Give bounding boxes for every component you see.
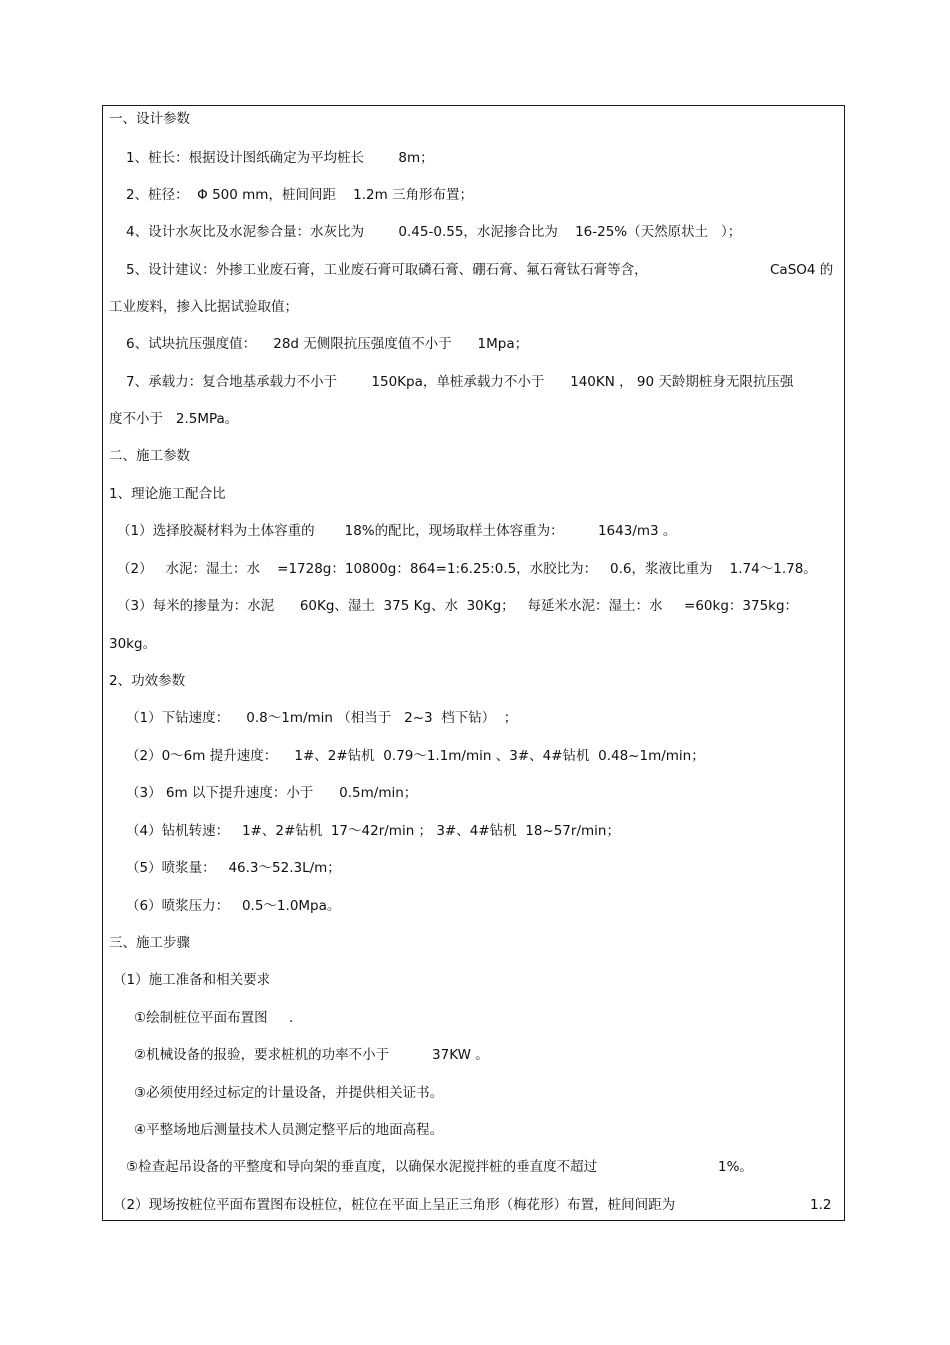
section-heading-design-params: 一、设计参数 xyxy=(109,111,190,127)
mix-item-2: （2） 水泥：湿土：水 =1728g：10800g：864=1:6.25:0.5，水胶比为： 0.6，浆液比重为 1.74～1.78。 xyxy=(117,561,817,577)
step-prep-3: ③必须使用经过标定的计量设备，并提供相关证书。 xyxy=(134,1085,444,1101)
efficiency-item-3: （3） 6m 以下提升速度：小于 0.5m/min； xyxy=(126,785,418,801)
param-water-cement-ratio: 4、设计水灰比及水泥参合量：水灰比为 0.45-0.55，水泥掺合比为 16-25%（天然原状土 ）； xyxy=(126,224,742,240)
param-pile-length: 1、桩长：根据设计图纸确定为平均桩长 8m； xyxy=(126,150,434,166)
section-heading-construction-params: 二、施工参数 xyxy=(109,448,190,464)
efficiency-item-1: （1）下钻速度： 0.8～1m/min （相当于 2~3 档下钻） ； xyxy=(126,710,518,726)
subheading-efficiency: 2、功效参数 xyxy=(109,673,186,689)
param-bearing-capacity-cont: 度不小于 2.5MPa。 xyxy=(109,411,239,427)
step-prep-2: ②机械设备的报验，要求桩机的功率不小于 37KW 。 xyxy=(134,1047,489,1063)
mix-item-3-cont: 30kg。 xyxy=(109,636,157,652)
param-pile-diameter: 2、桩径： Φ 500 mm，桩间间距 1.2m 三角形布置； xyxy=(126,187,474,203)
param-design-suggestion-cont: 工业废料，掺入比据试验取值； xyxy=(109,299,298,315)
efficiency-item-5: （5）喷浆量： 46.3～52.3L/m； xyxy=(126,860,341,876)
efficiency-item-6: （6）喷浆压力： 0.5～1.0Mpa。 xyxy=(126,898,341,914)
mix-item-3: （3）每米的掺量为：水泥 60Kg、湿土 375 Kg、水 30Kg； 每延米水泥：湿土：水 =60kg：375kg： xyxy=(117,598,799,614)
step-prep-1: ①绘制桩位平面布置图 . xyxy=(134,1010,294,1026)
step-layout: （2）现场按桩位平面布置图布设桩位，桩位在平面上呈正三角形（梅花形）布置，桩间间距为 xyxy=(113,1197,676,1213)
step-prep-heading: （1）施工准备和相关要求 xyxy=(113,972,271,988)
param-design-suggestion: 5、设计建议：外掺工业废石膏，工业废石膏可取磷石膏、硼石膏、氟石膏钛石膏等含， xyxy=(126,262,648,278)
step-layout-tail: 1.2 xyxy=(810,1197,832,1213)
subheading-mix-ratio: 1、理论施工配合比 xyxy=(109,486,226,502)
step-prep-5-tail: 1%。 xyxy=(718,1159,753,1175)
param-bearing-capacity: 7、承载力：复合地基承载力不小于 150Kpa，单桩承载力不小于 140KN ， 90 天龄期桩身无限抗压强 xyxy=(126,374,794,390)
param-compressive-strength: 6、试块抗压强度值： 28d 无侧限抗压强度值不小于 1Mpa； xyxy=(126,336,529,352)
mix-item-1: （1）选择胶凝材料为土体容重的 18%的配比，现场取样土体容重为： 1643/m3 。 xyxy=(117,523,677,539)
step-prep-5: ⑤检查起吊设备的平整度和导向架的垂直度，以确保水泥搅拌桩的垂直度不超过 xyxy=(126,1159,598,1175)
efficiency-item-2: （2）0～6m 提升速度： 1#、2#钻机 0.79～1.1m/min 、3#、4#钻机 0.48~1m/min； xyxy=(126,748,705,764)
step-prep-4: ④平整场地后测量技术人员测定整平后的地面高程。 xyxy=(134,1122,444,1138)
param-design-suggestion-tail: CaSO4 的 xyxy=(770,262,834,278)
efficiency-item-4: （4）钻机转速： 1#、2#钻机 17～42r/min ； 3#、4#钻机 18~57r/min； xyxy=(126,823,620,839)
section-heading-construction-steps: 三、施工步骤 xyxy=(109,935,190,951)
